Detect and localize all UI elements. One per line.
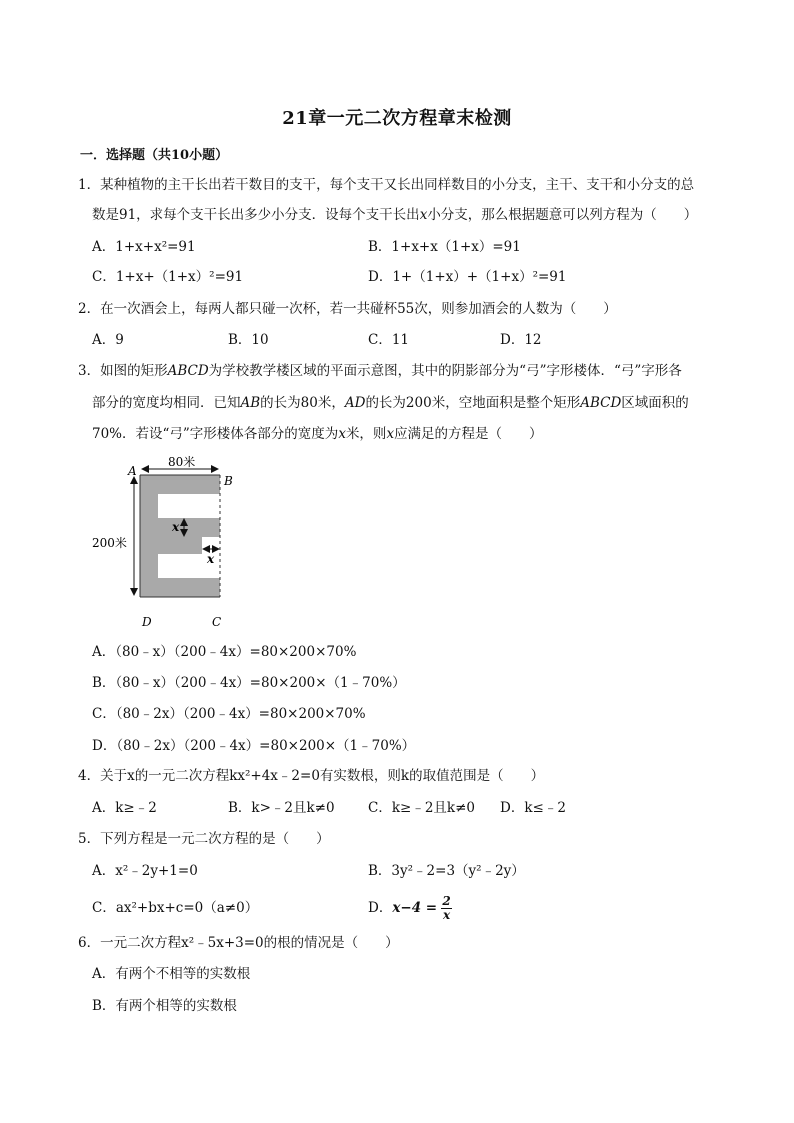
q3-option-c: C．（80﹣2x）（200﹣4x）=80×200×70% [92,706,366,722]
q1-stem-line2: 数是91，求每个支干长出多少小分支．设每个支干长出x小分支，那么根据题意可以列方程为（ ） [92,207,698,223]
q2-stem: 2．在一次酒会上，每两人都只碰一次杯，若一共碰杯55次，则参加酒会的人数为（ ） [78,301,617,317]
q3-option-d: D．（80﹣2x）（200﹣4x）=80×200×（1﹣70%） [92,738,416,754]
vertex-c: C [212,615,222,629]
q4-option-c: C．k≥﹣2且k≠0 [368,800,475,816]
q3-stem-line1: 3．如图的矩形ABCD为学校教学楼区域的平面示意图，其中的阴影部分为“弓”字形楼体．“弓”字形各 [78,363,682,379]
building-shape [140,475,220,597]
q2-option-c: C．11 [368,332,410,348]
vertex-d: D [142,615,152,629]
q4-stem: 4．关于x的一元二次方程kx²+4x﹣2=0有实数根，则k的取值范围是（ ） [78,768,545,784]
q5-option-b: B．3y²﹣2=3（y²﹣2y） [368,863,525,879]
q6-option-b: B．有两个相等的实数根 [92,998,237,1014]
q4-option-b: B．k>﹣2且k≠0 [228,800,335,816]
q5-option-d: D．x−4 = $\frac{2}{x}$ [368,894,451,922]
q5-stem: 5．下列方程是一元二次方程的是（ ） [78,831,330,847]
q1-option-d: D．1+（1+x）+（1+x）²=91 [368,269,567,285]
label-x-vertical: x [172,520,180,534]
q3-stem-line2: 部分的宽度均相同．已知AB的长为80米，AD的长为200米，空地面积是整个矩形ABCD区域面积的 [92,395,689,411]
building-diagram [92,455,252,635]
q1-option-b: B．1+x+x（1+x）=91 [368,239,521,255]
q2-option-b: B．10 [228,332,269,348]
q6-stem: 6．一元二次方程x²﹣5x+3=0的根的情况是（ ） [78,935,399,951]
label-left: 200米 [92,536,127,550]
label-x-horizontal: x [207,552,215,566]
section-heading: 一．选择题（共10小题） [80,148,229,163]
q1-option-a: A．1+x+x²=91 [92,239,196,255]
q2-option-a: A．9 [92,332,124,348]
vertex-b: B [224,474,233,488]
q2-option-d: D．12 [500,332,542,348]
page-title: 21章一元二次方程章末检测 [282,108,512,129]
vertex-a: A [128,464,137,478]
q3-option-b: B．（80﹣x）（200﹣4x）=80×200×（1﹣70%） [92,675,406,691]
q6-option-a: A．有两个不相等的实数根 [92,966,251,982]
q4-option-d: D．k≤﹣2 [500,800,566,816]
q1-option-c: C．1+x+（1+x）²=91 [92,269,244,285]
fraction: $\frac{2}{x}$ [442,894,451,922]
q5-option-a: A．x²﹣2y+1=0 [92,863,198,879]
label-top: 80米 [168,455,196,469]
q3-option-a: A．（80﹣x）（200﹣4x）=80×200×70% [92,644,357,660]
q4-option-a: A．k≥﹣2 [92,800,157,816]
q5-option-c: C．ax²+bx+c=0（a≠0） [92,900,259,916]
q3-stem-line3: 70%．若设“弓”字形楼体各部分的宽度为x米，则x应满足的方程是（ ） [92,426,543,442]
q1-stem-line1: 1．某种植物的主干长出若干数目的支干，每个支干又长出同样数目的小分支，主干、支干和小分支的总 [78,177,695,193]
